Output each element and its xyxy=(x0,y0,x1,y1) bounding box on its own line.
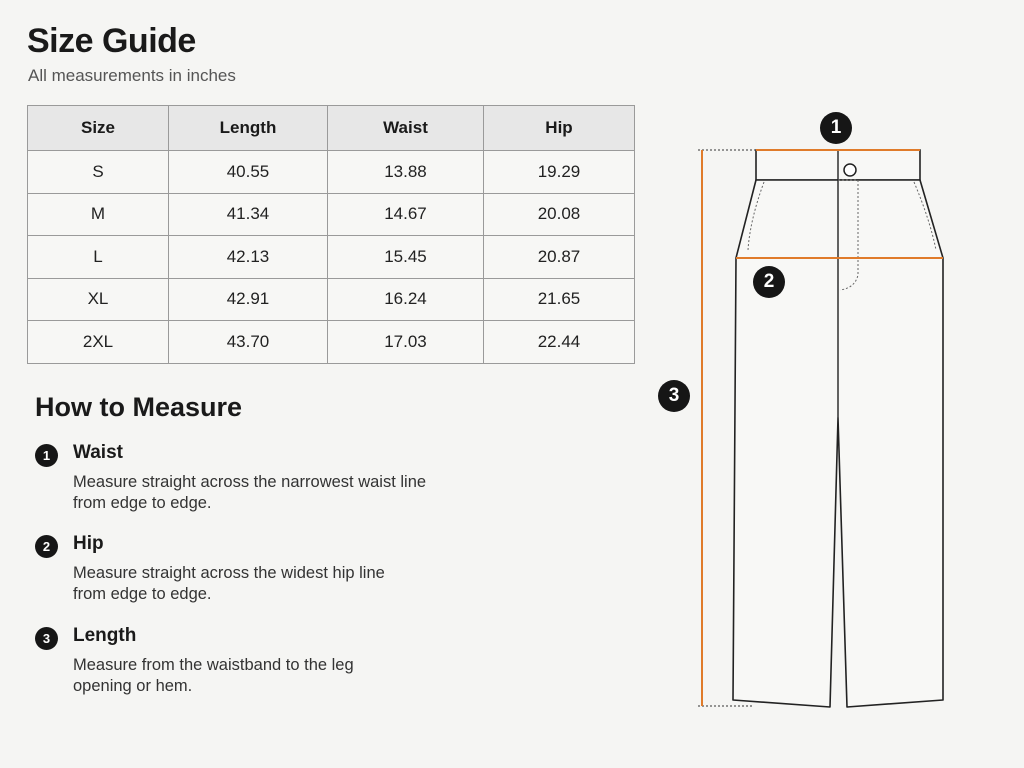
cell-length: 41.34 xyxy=(169,193,328,236)
step-number-badge: 3 xyxy=(35,627,58,650)
table-row xyxy=(28,236,635,279)
pants-measurement-diagram xyxy=(640,100,970,730)
cell-waist: 16.24 xyxy=(328,278,484,321)
size-table xyxy=(27,105,635,364)
page-title: Size Guide xyxy=(27,22,196,60)
button-icon xyxy=(844,164,856,176)
step-heading: Length xyxy=(73,625,137,646)
cell-size: 2XL xyxy=(28,321,169,364)
column-header-waist: Waist xyxy=(328,106,484,151)
step-description-line: Measure straight across the narrowest waist line xyxy=(73,473,427,491)
step-description-line: from edge to edge. xyxy=(73,494,212,512)
table-row xyxy=(28,151,635,194)
cell-waist: 13.88 xyxy=(328,151,484,194)
pants-illustration xyxy=(640,100,970,730)
step-heading: Waist xyxy=(73,442,123,463)
table-row xyxy=(28,278,635,321)
cell-length: 42.91 xyxy=(169,278,328,321)
step-description-line: from edge to edge. xyxy=(73,585,212,603)
cell-hip: 20.87 xyxy=(484,236,635,279)
page-subtitle: All measurements in inches xyxy=(28,66,236,85)
step-description xyxy=(73,563,473,605)
cell-waist: 17.03 xyxy=(328,321,484,364)
cell-size: M xyxy=(28,193,169,236)
table-row xyxy=(28,193,635,236)
length-marker: 3 xyxy=(658,380,690,412)
hip-marker: 2 xyxy=(753,266,785,298)
step-heading: Hip xyxy=(73,533,104,554)
waist-marker: 1 xyxy=(820,112,852,144)
step-number-badge: 2 xyxy=(35,535,58,558)
step-number-badge: 1 xyxy=(35,444,58,467)
cell-hip: 20.08 xyxy=(484,193,635,236)
cell-hip: 19.29 xyxy=(484,151,635,194)
column-header-size: Size xyxy=(28,106,169,151)
table-header-row xyxy=(28,106,635,151)
step-description-line: Measure straight across the widest hip line xyxy=(73,564,385,582)
cell-length: 40.55 xyxy=(169,151,328,194)
column-header-hip: Hip xyxy=(484,106,635,151)
how-to-measure-title: How to Measure xyxy=(35,392,243,422)
step-description-line: Measure from the waistband to the leg xyxy=(73,656,354,674)
cell-hip: 22.44 xyxy=(484,321,635,364)
cell-hip: 21.65 xyxy=(484,278,635,321)
table-row xyxy=(28,321,635,364)
step-description-line: opening or hem. xyxy=(73,677,193,695)
step-description xyxy=(73,655,473,697)
cell-length: 42.13 xyxy=(169,236,328,279)
cell-size: L xyxy=(28,236,169,279)
cell-size: S xyxy=(28,151,169,194)
cell-waist: 14.67 xyxy=(328,193,484,236)
cell-size: XL xyxy=(28,278,169,321)
cell-length: 43.70 xyxy=(169,321,328,364)
column-header-length: Length xyxy=(169,106,328,151)
step-description xyxy=(73,472,473,514)
cell-waist: 15.45 xyxy=(328,236,484,279)
